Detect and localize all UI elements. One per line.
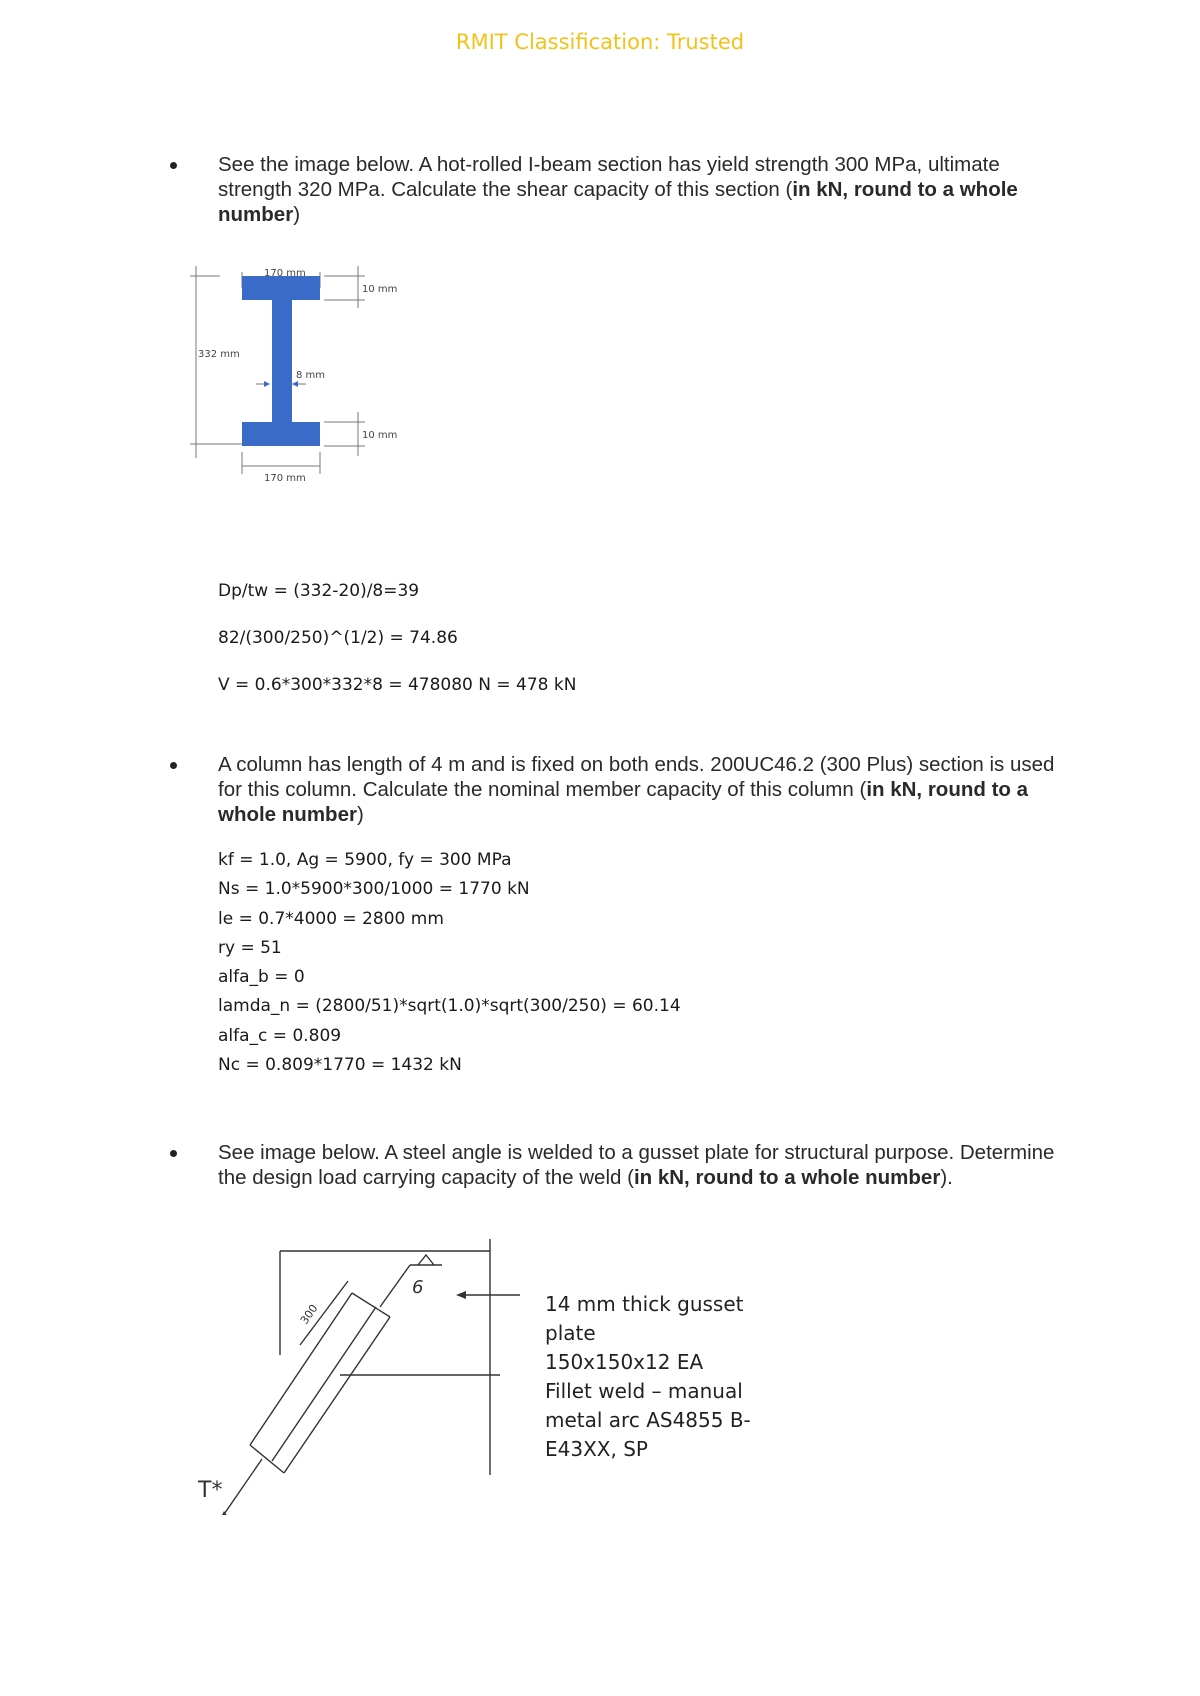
- question-3: [182, 1140, 1062, 1190]
- top-width-label: 170 mm: [264, 268, 306, 279]
- answer-1-line: 82/(300/250)^(1/2) = 74.86: [218, 628, 458, 648]
- weld-size-label: 6: [412, 1277, 424, 1298]
- weld-length-label: 300: [297, 1302, 321, 1327]
- web: [272, 300, 292, 422]
- answer-2-line: alfa_b = 0: [218, 967, 305, 988]
- diagram-label: Fillet weld – manual: [545, 1379, 743, 1403]
- question-3-close: ).: [940, 1166, 953, 1189]
- answer-2-line: ry = 51: [218, 937, 282, 958]
- question-3-text: [182, 1140, 1062, 1190]
- question-1-emphasis: in kN, round to a whole number: [218, 178, 1018, 226]
- question-3-emphasis: in kN, round to a whole number: [633, 1166, 941, 1189]
- diagram-label: 14 mm thick gusset: [545, 1292, 744, 1316]
- weld-diagram: [180, 1235, 520, 1515]
- answer-2-line: alfa_c = 0.809: [218, 1025, 342, 1046]
- bullet-icon: [170, 762, 177, 769]
- load-label: T*: [198, 1478, 223, 1503]
- bottom-flange-thickness-label: 10 mm: [362, 430, 398, 441]
- answer-2-line: Ns = 1.0*5900*300/1000 = 1770 kN: [218, 879, 530, 900]
- answer-1: [218, 568, 576, 709]
- diagram-label: metal arc AS4855 B-: [545, 1408, 751, 1432]
- question-2-emphasis: in kN, round to a whole number: [218, 778, 1029, 826]
- answer-2-line: Nc = 0.809*1770 = 1432 kN: [218, 1055, 462, 1076]
- arrow-icon: [264, 381, 270, 387]
- bottom-width-label: 170 mm: [264, 473, 306, 484]
- question-1-close: ): [293, 203, 301, 226]
- arrow-icon: [456, 1291, 466, 1299]
- bullet-icon: [170, 1150, 177, 1157]
- diagram-label: E43XX, SP: [545, 1437, 648, 1461]
- diagram-label: 150x150x12 EA: [545, 1350, 704, 1374]
- answer-2: [218, 846, 681, 1080]
- answer-2-line: lamda_n = (2800/51)*sqrt(1.0)*sqrt(300/250) = 60.14: [218, 996, 681, 1017]
- question-1-text: [182, 152, 1062, 227]
- question-2-close: ): [356, 803, 364, 826]
- i-beam-diagram: [190, 262, 450, 532]
- top-flange: [242, 276, 320, 300]
- classification-header: RMIT Classification: Trusted: [455, 30, 745, 54]
- depth-label: 332 mm: [198, 349, 240, 360]
- web-thickness-label: 8 mm: [296, 370, 326, 381]
- question-1: [182, 152, 1062, 227]
- arrow-icon: [292, 381, 298, 387]
- bottom-flange: [242, 422, 320, 446]
- question-2-text: [182, 752, 1062, 827]
- answer-2-line: le = 0.7*4000 = 2800 mm: [218, 908, 444, 929]
- question-2: [182, 752, 1062, 827]
- question-3-body: See image below. A steel angle is welded to a gusset plate for structural purpose. Determine the design load carrying capacity of the weld (: [218, 1141, 1055, 1189]
- bullet-icon: [170, 162, 177, 169]
- answer-2-line: kf = 1.0, Ag = 5900, fy = 300 MPa: [218, 850, 512, 870]
- top-flange-thickness-label: 10 mm: [362, 284, 398, 295]
- weld-diagram-labels: [545, 1290, 751, 1464]
- answer-1-line: Dp/tw = (332-20)/8=39: [218, 581, 420, 601]
- question-2-body: A column has length of 4 m and is fixed on both ends. 200UC46.2 (300 Plus) section is used for this column. Calculate the nominal member capacity of this column (: [218, 753, 1055, 801]
- question-1-body: See the image below. A hot-rolled I-beam section has yield strength 300 MPa, ultimate strength 320 MPa. Calculate the shear capacity of this section (: [218, 153, 1000, 201]
- answer-1-line: V = 0.6*300*332*8 = 478080 N = 478 kN: [218, 675, 577, 695]
- diagram-label: plate: [545, 1321, 596, 1345]
